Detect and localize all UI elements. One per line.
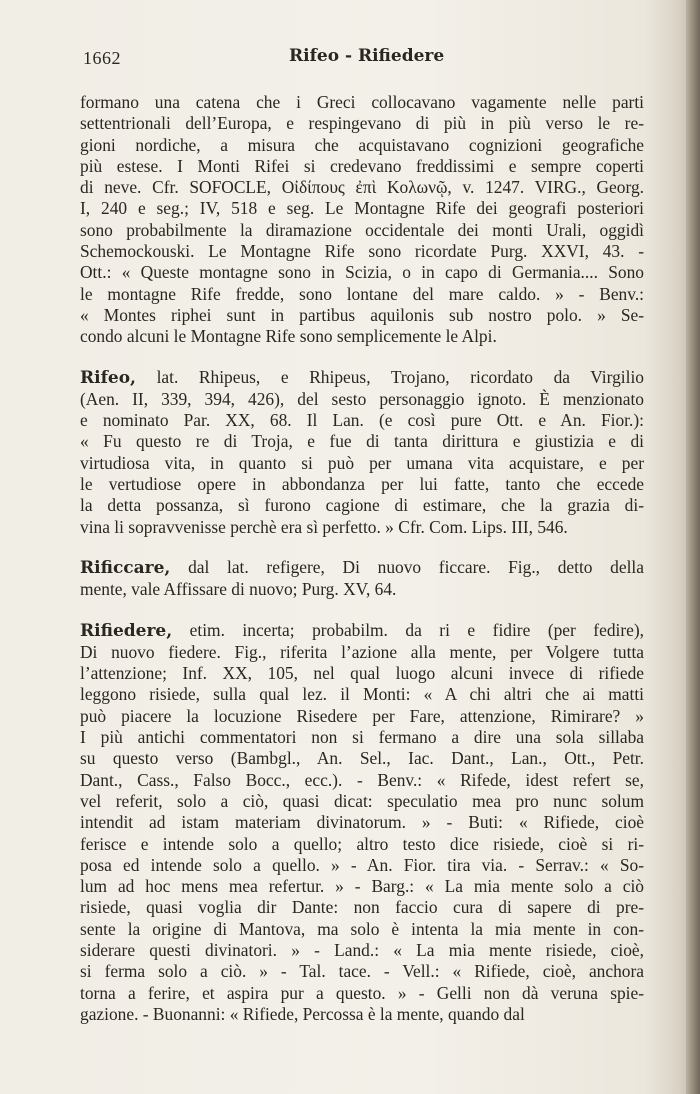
text-line xyxy=(80,367,644,389)
text-line xyxy=(80,326,644,347)
text-line xyxy=(80,92,644,113)
line-text: virtudiosa vita, in quanto si può per umana vita acquistare, e per xyxy=(80,452,644,473)
line-text: si ferma solo a ciò. » - Tal. tace. - Vell.: « Rifiede, cioè, anchora xyxy=(80,961,644,982)
line-text: la detta possanza, sì furono cagione di estimare, che la grazia di- xyxy=(80,495,644,516)
line-text: vel referit, solo a ciò, quasi dicat: speculatio mea pro nunc solum xyxy=(80,790,644,811)
line-text: Dant., Cass., Falso Bocc., ecc.). - Benv.: « Rifede, idest refert se, xyxy=(80,769,644,790)
text-line xyxy=(80,1004,644,1025)
text-line xyxy=(80,748,644,769)
text-line xyxy=(80,834,644,855)
text-line xyxy=(80,663,644,684)
text-line xyxy=(80,812,644,833)
text-line xyxy=(80,389,644,410)
line-text: le vertudiose opere in abbondanza per lui fatte, tanto che eccede xyxy=(80,474,644,495)
line-text: di neve. Cfr. SOFOCLE, Οἰδίπους ἐπὶ Κολωνῷ, v. 1247. VIRG., Georg. xyxy=(80,177,644,198)
line-text: risiede, quasi voglia dir Dante: non faccio cura di sapere di pre- xyxy=(80,897,644,918)
text-line xyxy=(80,557,644,579)
line-text: dal lat. refigere, Di nuovo ficcare. Fig., detto della xyxy=(188,556,644,577)
line-text: sono probabilmente la diramazione occidentale dei monti Urali, oggidì xyxy=(80,219,644,240)
page-number: 1662 xyxy=(83,48,121,68)
text-line xyxy=(80,642,644,663)
line-text: sente la origine di Mantova, ma solo è intenta la mia mente in con- xyxy=(80,918,644,939)
line-text: siderare questi divinatori. » - Land.: « La mia mente risiede, cioè, xyxy=(80,939,644,960)
text-line xyxy=(80,727,644,748)
line-text: vina li sopravvenisse perchè era sì perfetto. » Cfr. Com. Lips. III, 546. xyxy=(80,516,568,537)
line-text: « Fu questo re di Troja, e fue di tanta dirittura e giustizia e di xyxy=(80,431,644,452)
line-text: lat. Rhipeus, e Rhipeus, Trojano, ricordato da Virgilio xyxy=(156,366,644,387)
text-line xyxy=(80,156,644,177)
page-header xyxy=(83,44,643,74)
line-text: mente, vale Affissare di nuovo; Purg. XV, 64. xyxy=(80,579,397,600)
text-line xyxy=(80,770,644,791)
line-text: Di nuovo fiedere. Fig., riferita l’azione alla mente, per Volgere tutta xyxy=(80,641,644,662)
paragraph-lines xyxy=(80,92,644,348)
line-text: I più antichi commentatori non si fermano a dire una sola sillaba xyxy=(80,727,644,748)
text-line xyxy=(80,410,644,431)
text-line xyxy=(80,684,644,705)
entry-rificcare xyxy=(80,557,644,601)
paragraph-lines xyxy=(80,367,644,538)
entry-rifeo xyxy=(80,367,644,538)
line-text: intendit ad istam materiam divinatorum. » - Buti: « Rifiede, cioè xyxy=(80,812,644,833)
line-text: e nominato Par. XX, 68. Il Lan. (e così pure Ott. e An. Fior.): xyxy=(80,410,644,431)
text-line xyxy=(80,241,644,262)
text-line xyxy=(80,961,644,982)
line-text: condo alcuni le Montagne Rife sono semplicemente le Alpi. xyxy=(80,326,497,347)
line-text: può piacere la locuzione Risedere per Fare, attenzione, Rimirare? » xyxy=(80,705,644,726)
line-text: (Aen. II, 339, 394, 426), del sesto personaggio ignoto. È menzionato xyxy=(80,388,644,409)
line-text: settentrionali dell’Europa, e respingevano di più in più verso le re- xyxy=(80,113,644,134)
text-line xyxy=(80,113,644,134)
line-text: ferisce e intende solo a quello; altro testo dice risiede, cioè si ri- xyxy=(80,833,644,854)
line-text: gazione. - Buonanni: « Rifiede, Percossa è la mente, quando dal xyxy=(80,1003,525,1024)
line-text: le montagne Rife fredde, sono lontane del mare caldo. » - Benv.: xyxy=(80,283,644,304)
text-line xyxy=(80,791,644,812)
text-line xyxy=(80,940,644,961)
text-line xyxy=(80,855,644,876)
line-text: Schemockouski. Le Montagne Rife sono ricordate Purg. XXVI, 43. - xyxy=(80,241,644,262)
line-text: formano una catena che i Greci collocavano vagamente nelle parti xyxy=(80,92,644,112)
entry-rifiedere xyxy=(80,620,644,1026)
text-line xyxy=(80,220,644,241)
line-text: « Montes riphei sunt in partibus aquilonis sub nostro polo. » Se- xyxy=(80,304,644,325)
text-line xyxy=(80,431,644,452)
text-line xyxy=(80,983,644,1004)
page-edge-shadow xyxy=(686,0,700,1094)
text-line xyxy=(80,474,644,495)
line-text: su questo verso (Bambgl., An. Sel., Iac. Dant., Lan., Ott., Petr. xyxy=(80,748,644,769)
line-text: etim. incerta; probabilm. da ri e fidire (per fedire), xyxy=(189,619,644,640)
running-title: Rifeo - Rifiedere xyxy=(289,46,445,66)
text-line xyxy=(80,897,644,918)
text-line xyxy=(80,135,644,156)
line-text: posa ed intende solo a quello. » - An. Fior. tira via. - Serrav.: « So- xyxy=(80,854,644,875)
body-text xyxy=(80,92,644,1025)
entry-headword: Rificcare, xyxy=(80,557,171,578)
text-line xyxy=(80,177,644,198)
line-text: leggono risiede, sulla qual lez. il Monti: « A chi altri che ai matti xyxy=(80,684,644,705)
text-line xyxy=(80,919,644,940)
line-text: gioni nordiche, a misura che acquistavano cognizioni geografiche xyxy=(80,134,644,155)
line-text: torna a ferire, et aspira pur a questo. » - Gelli non dà veruna spie- xyxy=(80,982,644,1003)
text-line xyxy=(80,706,644,727)
line-text: l’attenzione; Inf. XX, 105, nel qual luogo alcuni invece di rifiede xyxy=(80,663,644,684)
line-text: I, 240 e seg.; IV, 518 e seg. Le Montagne Rife dei geografi posteriori xyxy=(80,198,644,219)
entry-headword: Rifiedere, xyxy=(80,620,173,641)
text-line xyxy=(80,876,644,897)
line-text: più estese. I Monti Rifei si credevano freddissimi e sempre coperti xyxy=(80,155,644,176)
text-line xyxy=(80,579,644,600)
text-line xyxy=(80,198,644,219)
text-line xyxy=(80,262,644,283)
text-line xyxy=(80,284,644,305)
text-line xyxy=(80,305,644,326)
paragraph-continuation xyxy=(80,92,644,348)
line-text: lum ad hoc mens mea refertur. » - Barg.: « La mia mente solo a ciò xyxy=(80,876,644,897)
line-text: Ott.: « Queste montagne sono in Scizia, o in capo di Germania.... Sono xyxy=(80,262,644,283)
entry-headword: Rifeo, xyxy=(80,367,136,388)
text-line xyxy=(80,495,644,516)
text-line xyxy=(80,517,644,538)
text-line xyxy=(80,620,644,642)
paragraph-lines xyxy=(80,557,644,601)
text-line xyxy=(80,453,644,474)
paragraph-lines xyxy=(80,620,644,1026)
